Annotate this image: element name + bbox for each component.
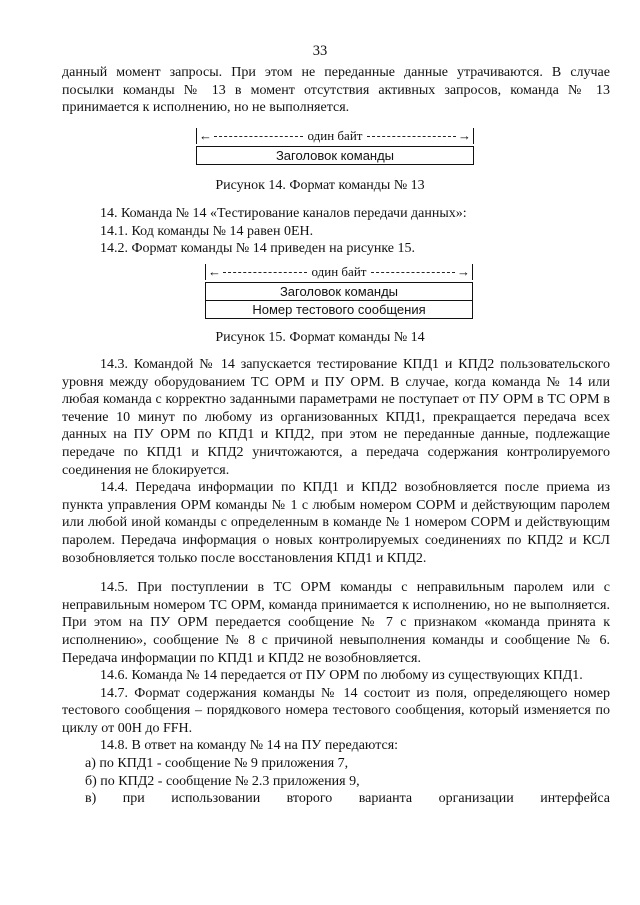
word: организации [438, 791, 514, 807]
arrow-left-icon: ← [208, 264, 221, 280]
field-box: Заголовок команды [205, 282, 473, 301]
paragraph-14-4: 14.4. Передача информации по КПД1 и КПД2 возобновляется после приема из пункта управления ОРМ команды № 1 с любым номером СОРМ и действующим паролем или любой иной команды с определенным в команде № 1 номером СОРМ и действующим паролем. Передача информация о новых контролируемых соединениях по КПД2 и КСЛ возобновляется только после восстановления КПД1 и КПД2. [62, 480, 610, 566]
word: в) [85, 791, 97, 807]
last-line [62, 790, 610, 808]
paragraph-14-8: 14.8. В ответ на команду № 14 на ПУ передаются: [100, 738, 399, 754]
field-box: Номер тестового сообщения [205, 301, 473, 319]
dash-line [223, 272, 307, 273]
arrow-right-icon: → [457, 264, 470, 280]
intro-paragraph [62, 64, 610, 117]
arrow-left-icon: ← [199, 128, 212, 144]
intro-line: данный момент запросы. При этом не переданные данные утрачиваются. В случае [62, 65, 610, 80]
arrow-right-icon: → [458, 128, 471, 144]
paragraph-14-1: 14.1. Код команды № 14 равен 0ЕН. [100, 223, 314, 239]
page-number: 33 [312, 43, 328, 59]
byte-width-indicator [205, 264, 473, 280]
dash-line [367, 136, 456, 137]
figure-14-caption: Рисунок 14. Формат команды № 13 [215, 178, 425, 193]
figure-14-diagram [196, 128, 474, 165]
byte-label: один байт [311, 264, 367, 280]
dash-line [214, 136, 303, 137]
word: второго [286, 791, 333, 807]
body-text [62, 356, 610, 808]
word: при [122, 791, 145, 807]
byte-label: один байт [307, 128, 363, 144]
paragraph-14-2: 14.2. Формат команды № 14 приведен на рисунке 15. [100, 241, 416, 257]
intro-line: принимается к исполнению, но не выполняется. [62, 100, 350, 116]
paragraph-14-3: 14.3. Командой № 14 запускается тестирование КПД1 и КПД2 пользовательского уровня между оборудованием ТС ОРМ и ПУ ОРМ. В случае, когда команда № 14 или любая команда с корректно заданными параметрами не поступает от ПУ ОРМ в ТС ОРМ в течение 10 минут по любому из организованных КПД1, прекращается передача всех данных на ПУ ОРМ по КПД1 и КПД2, при этом не переданные данные, подлежащие передаче по КПД1 и КПД2 уничтожаются, а передача содержания контролируемого соединения не блокируется. [62, 357, 610, 478]
list-item: б) по КПД2 - сообщение № 2.3 приложения 9, [85, 773, 360, 789]
dash-line [371, 272, 455, 273]
figure-15-diagram [205, 264, 473, 319]
paragraph-14-6: 14.6. Команда № 14 передается от ПУ ОРМ по любому из существующих КПД1. [100, 668, 583, 684]
paragraph-14-7: 14.7. Формат содержания команды № 14 состоит из поля, определяющего номер тестового сообщения – порядкового номера тестового сообщения, который изменяется по циклу от 00Н до FFH. [62, 685, 610, 736]
list-item: а) по КПД1 - сообщение № 9 приложения 7, [85, 756, 349, 772]
paragraph-14-5: 14.5. При поступлении в ТС ОРМ команды с неправильным паролем или с неправильным номером ТС ОРМ, команда принимается к исполнению, но не выполняется. При этом на ПУ ОРМ передается сообщение № 7 с признаком «команда принята к исполнению», сообщение № 8 с причиной невыполнения команды и сообщение № 6. Передача информации по КПД1 и КПД2 не возобновляется. [62, 580, 610, 666]
word: интерфейса [540, 791, 610, 807]
word: использовании [171, 791, 261, 807]
section-heading: 14. Команда № 14 «Тестирование каналов передачи данных»: [100, 206, 467, 221]
intro-line: посылки команды № 13 в момент отсутствия активных запросов, команда № 13 [62, 82, 610, 98]
section-14-heading-block [62, 205, 610, 258]
byte-width-indicator [196, 128, 474, 144]
word: варианта [358, 791, 413, 807]
figure-15-caption: Рисунок 15. Формат команды № 14 [215, 330, 425, 345]
field-box: Заголовок команды [196, 146, 474, 165]
